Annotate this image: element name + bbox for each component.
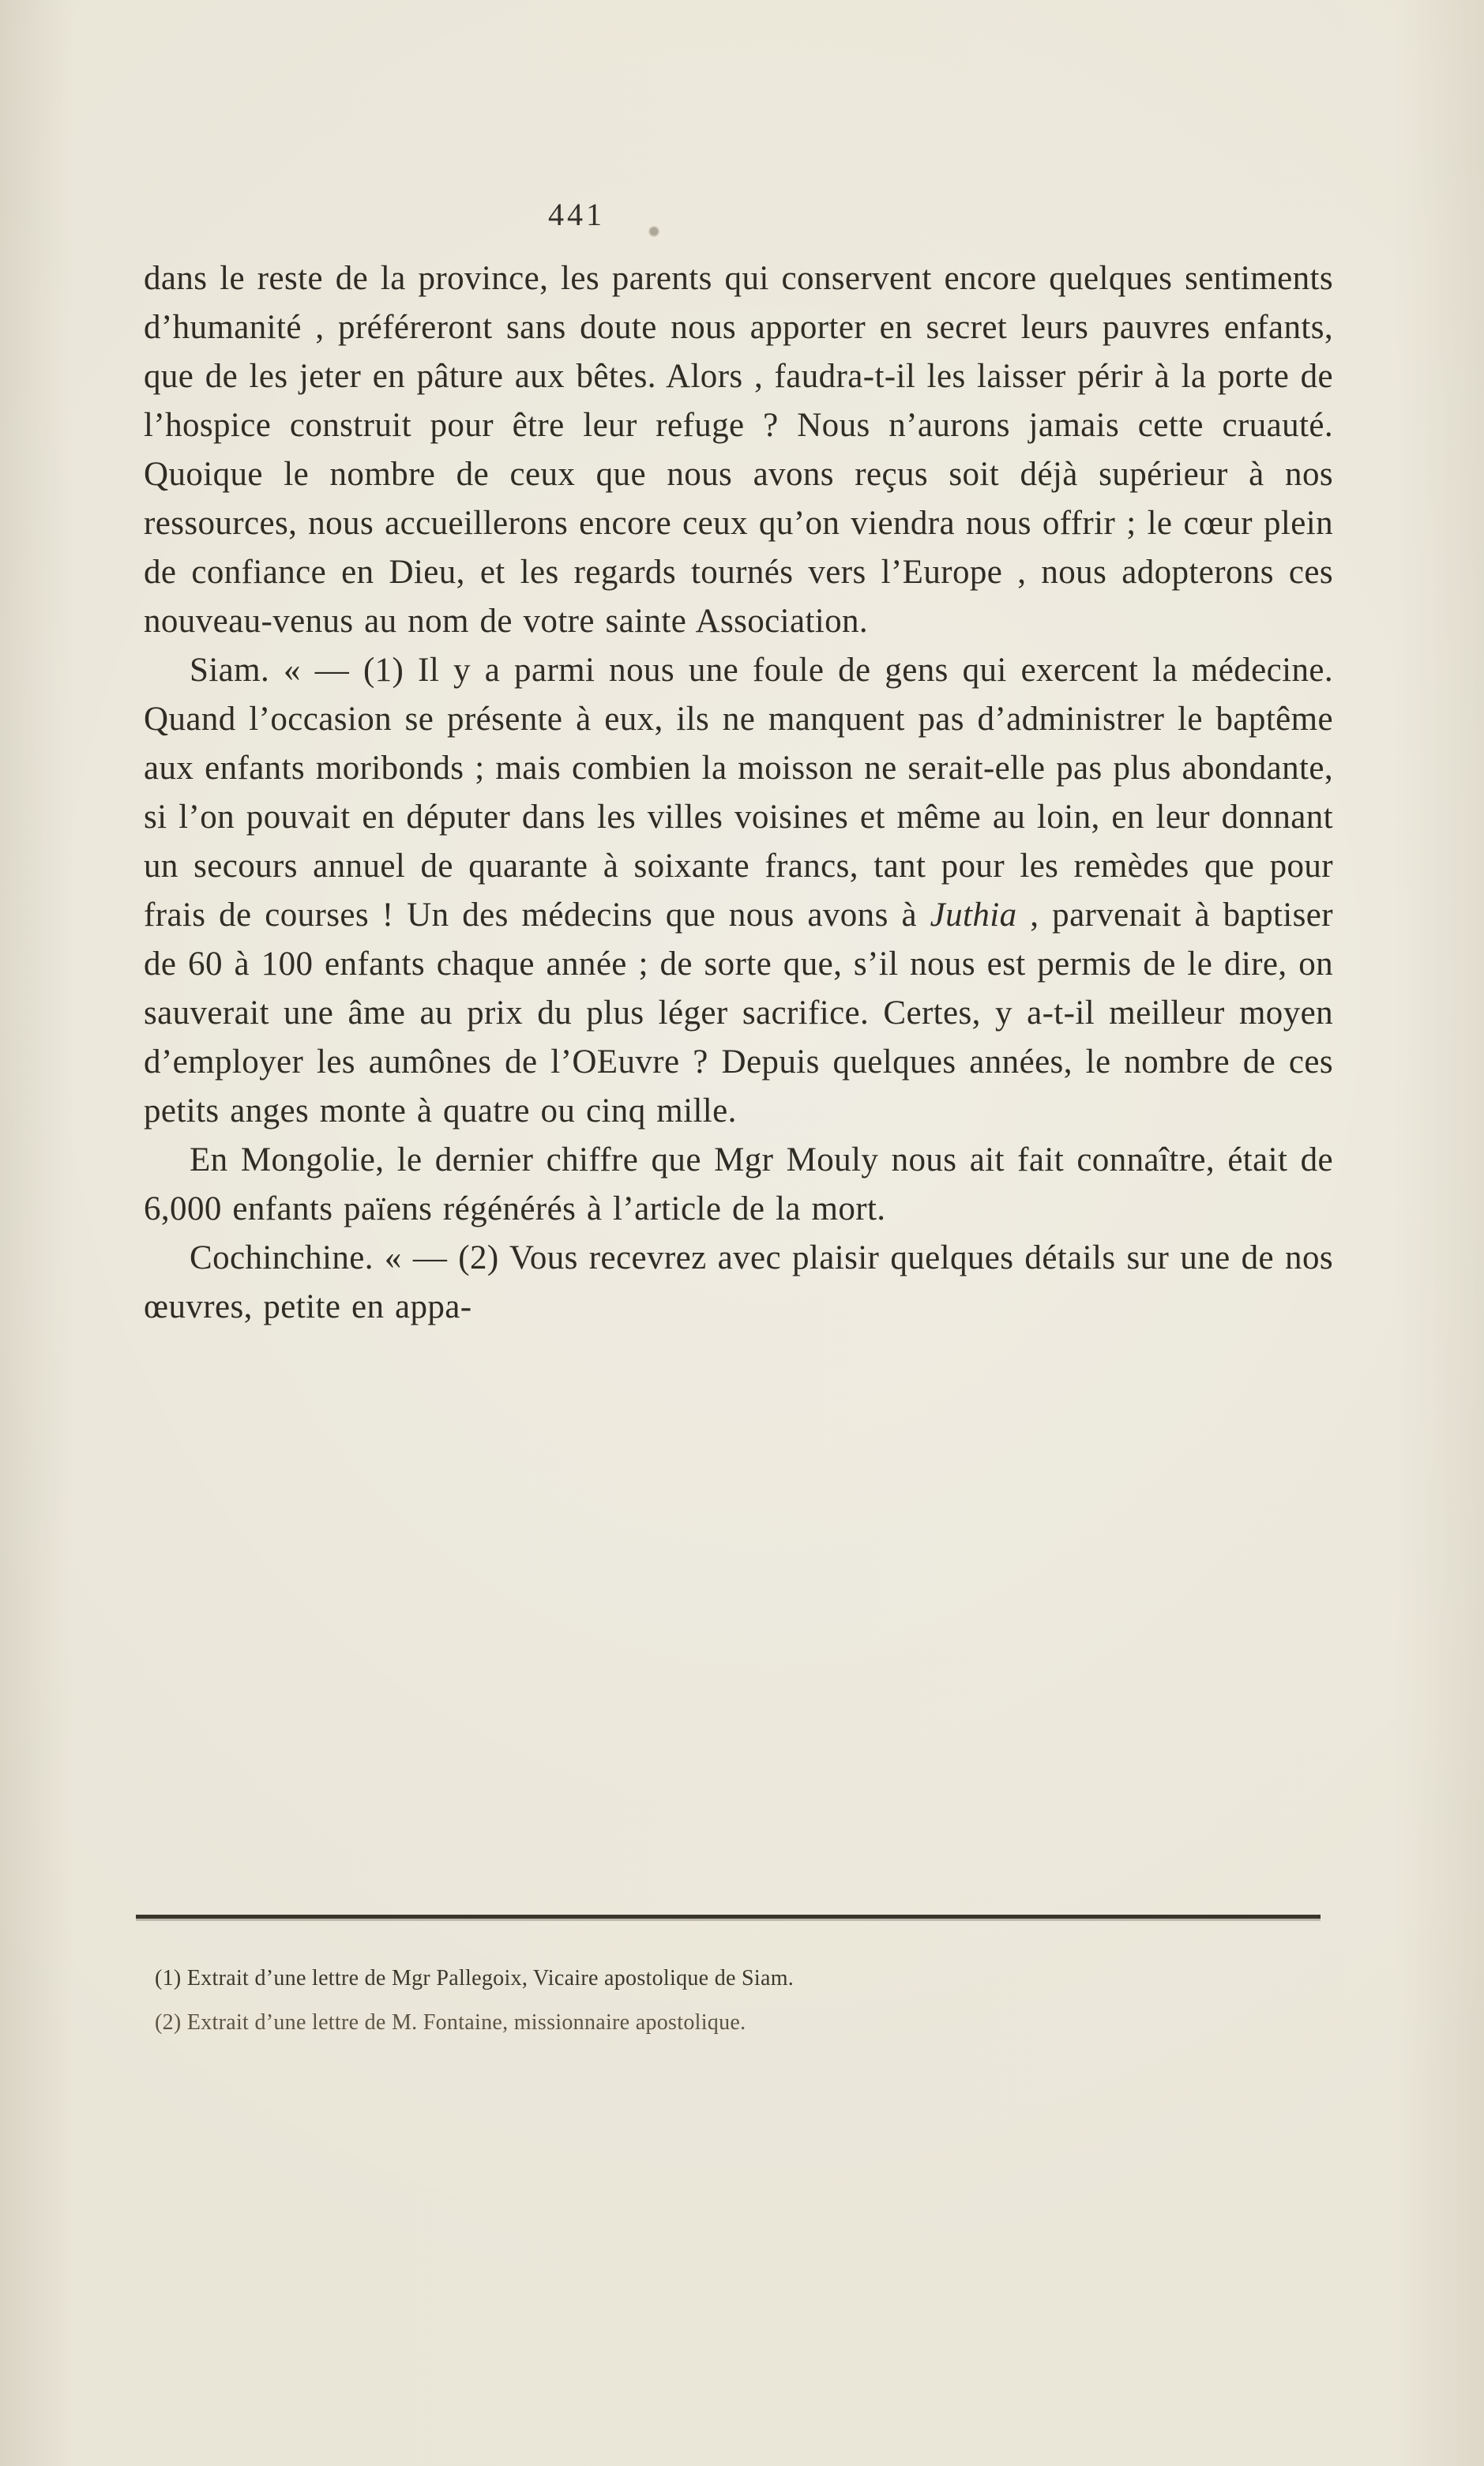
paragraph-siam-text-before: Siam. « — (1) Il y a parmi nous une foule de gens qui exercent la médecine. Quand l’occasion se présente à eux, ils ne manquent pas d’administrer le baptême aux enfants moribonds ; mais combien la moisson ne serait-elle pas plus abondante, si l’on pouvait en députer dans les villes voisines et même au loin, en leur donnant un secours annuel de quarante à soixante francs, tant pour les remèdes que pour frais de courses ! Un des médecins que nous avons à bbox=[144, 652, 1333, 934]
paragraph-siam bbox=[144, 646, 1333, 1136]
text-block bbox=[144, 254, 1333, 1332]
paragraph-cochinchine: Cochinchine. « — (2) Vous recevrez avec plaisir quelques détails sur une de nos œuvres, petite en appa- bbox=[144, 1239, 1333, 1325]
paragraph-siam-text-after: , parvenait à baptiser de 60 à 100 enfants chaque année ; de sorte que, s’il nous est permis de le dire, on sauverait une âme au prix du plus léger sacrifice. Certes, y a-t-il meilleur moyen d’employer les aumônes de l’OEuvre ? Depuis quelques années, le nombre de ces petits anges monte à quatre ou cinq mille. bbox=[144, 897, 1333, 1130]
footnote-2: (2) Extrait d’une lettre de M. Fontaine, missionnaire apostolique. bbox=[155, 2010, 746, 2035]
paragraph-mongolie: En Mongolie, le dernier chiffre que Mgr Mouly nous ait fait connaître, était de 6,000 enfants païens régénérés à l’article de la mort. bbox=[144, 1141, 1333, 1227]
paragraph-province: dans le reste de la province, les parents qui conservent encore quelques sentiments d’humanité , préféreront sans doute nous apporter en secret leurs pauvres enfants, que de les jeter en pâture aux bêtes. Alors , faudra-t-il les laisser périr à la porte de l’hospice construit pour être leur refuge ? Nous n’aurons jamais cette cruauté. Quoique le nombre de ceux que nous avons reçus soit déjà supérieur à nos ressources, nous accueillerons encore ceux qu’on viendra nous offrir ; le cœur plein de confiance en Dieu, et les regards tournés vers l’Europe , nous adopterons ces nouveau-venus au nom de votre sainte Association. bbox=[144, 260, 1333, 640]
place-name-juthia: Juthia bbox=[930, 897, 1017, 934]
page-number: 441 bbox=[548, 197, 605, 232]
footnote-1: (1) Extrait d’une lettre de Mgr Pallegoix, Vicaire apostolique de Siam. bbox=[155, 1966, 795, 1990]
footnote-rule bbox=[136, 1915, 1321, 1919]
ink-smudge bbox=[648, 226, 660, 237]
footnote-area bbox=[136, 1915, 1321, 2051]
